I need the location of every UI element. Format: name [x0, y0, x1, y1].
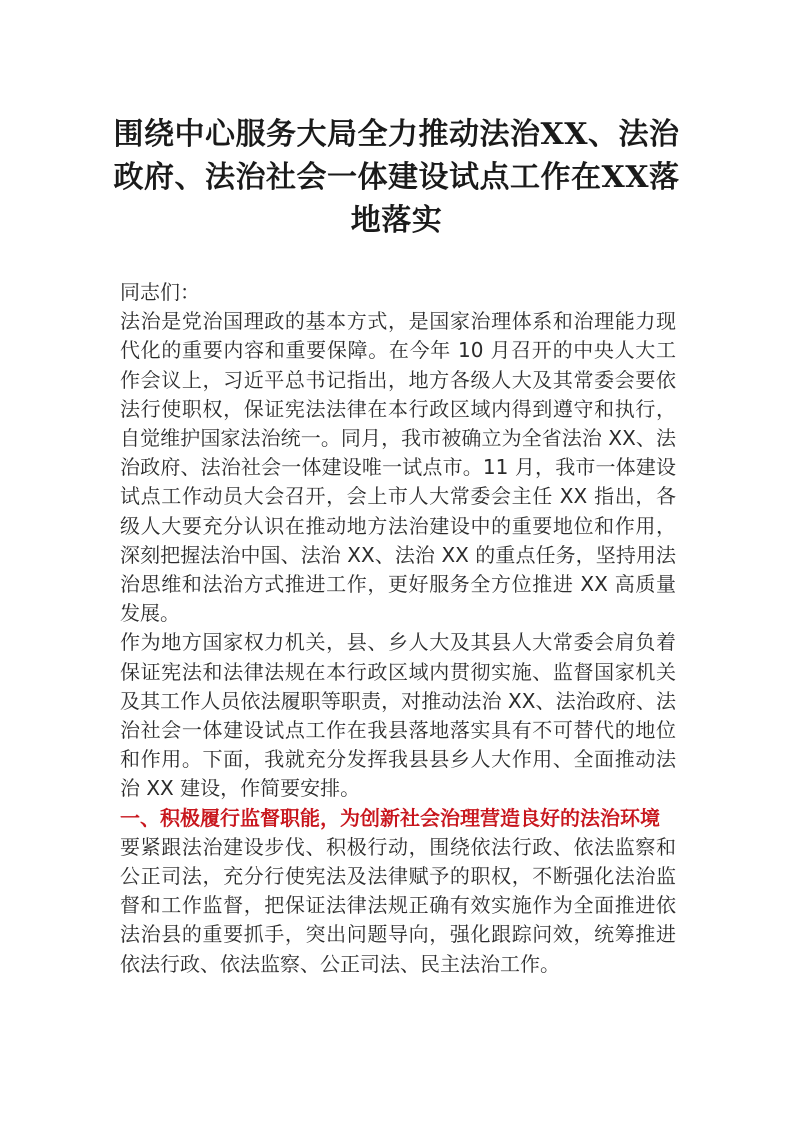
body-paragraph-1: 法治是党治国理政的基本方式，是国家治理体系和治理能力现代化的重要内容和重要保障。在今年 10 月召开的中央人大工作会议上，习近平总书记指出，地方各级人大及其常委会要依法行使职权，保证宪法法律在本行政区域内得到遵守和执行，自觉维护国家法治统一。同月，我市被确立为全省法治 XX、法治政府、法治社会一体建设唯一试点市。11 月，我市一体建设试点工作动员大会召开，会上市人大常委会主任 XX 指出，各级人大要充分认识在推动地方法治建设中的重要地位和作用，深刻把握法治中国、法治 XX、法治 XX 的重点任务，坚持用法治思维和法治方式推进工作，更好服务全方位推进 XX 高质量发展。 [120, 309, 676, 626]
document-body [120, 278, 676, 979]
document-title: 围绕中心服务大局全力推动法治XX、法治政府、法治社会一体建设试点工作在XX落地落实 [113, 117, 680, 238]
salutation: 同志们： [120, 280, 200, 304]
body-paragraph-2: 作为地方国家权力机关，县、乡人大及其县人大常委会肩负着保证宪法和法律法规在本行政区域内贯彻实施、监督国家机关及其工作人员依法履职等职责，对推动法治 XX、法治政府、法治社会一体建设试点工作在我县落地落实具有不可替代的地位和作用。下面，我就充分发挥我县县乡人大作用、全面推动法治 XX 建设，作简要安排。 [120, 630, 676, 801]
section-heading: 一、积极履行监督职能，为创新社会治理营造良好的法治环境 [120, 805, 660, 830]
section-paragraph: 要紧跟法治建设步伐、积极行动，围绕依法行政、依法监察和公正司法，充分行使宪法及法律赋予的职权，不断强化法治监督和工作监督，把保证法律法规正确有效实施作为全面推进依法治县的重要抓手，突出问题导向，强化跟踪问效，统筹推进依法行政、依法监察、公正司法、民主法治工作。 [120, 834, 676, 976]
